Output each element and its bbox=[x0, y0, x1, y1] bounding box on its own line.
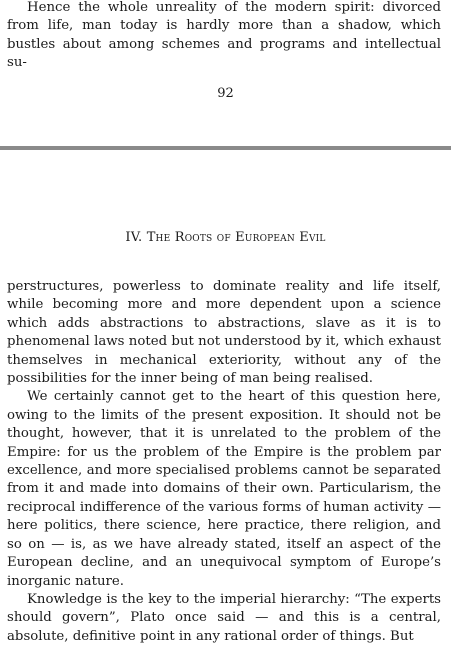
next-page bbox=[0, 150, 451, 643]
paragraph-continuation: perstructures, powerless to dominate reality and life itself, while becoming more and more dependent upon a science which adds abstractions to abstractions, slave as it is to phenomenal laws noted but not understood by it, which exhaust themselves in mechanical exteriority, without any of the possibilities for the inner being of man being realised. bbox=[7, 279, 441, 387]
previous-page-fragment bbox=[0, 0, 451, 146]
body-text bbox=[7, 278, 441, 646]
paragraph-knowledge-key: Knowledge is the key to the imperial hierarchy: “The experts should govern”, Plato once said — and this is a central, absolute, definitive point in any rational order of things. But bbox=[7, 591, 441, 644]
page-number: 92 bbox=[217, 86, 234, 101]
top-paragraph: Hence the whole unreality of the modern spirit: divorced from life, man today is hardly more than a shadow, which bustles about among schemes and programs and intellectual su- bbox=[7, 0, 441, 71]
running-head: IV. The Roots of European Evil bbox=[125, 230, 326, 245]
paragraph-heart-of-question: We certainly cannot get to the heart of this question here, owing to the limits of the present exposition. It should not be thought, however, that it is unrelated to the problem of the Empire: for us the problem of the Empire is the problem par excellence, and more specialised problems cannot be separated from it and made into domains of their own. Particularism, the reciprocal indifference of the various forms of human activity — here politics, there science, here practice, there religion, and so on — is, as we have already stated, itself an aspect of the European decline, and an unequivocal symptom of Europe’s inorganic nature. bbox=[7, 389, 441, 589]
